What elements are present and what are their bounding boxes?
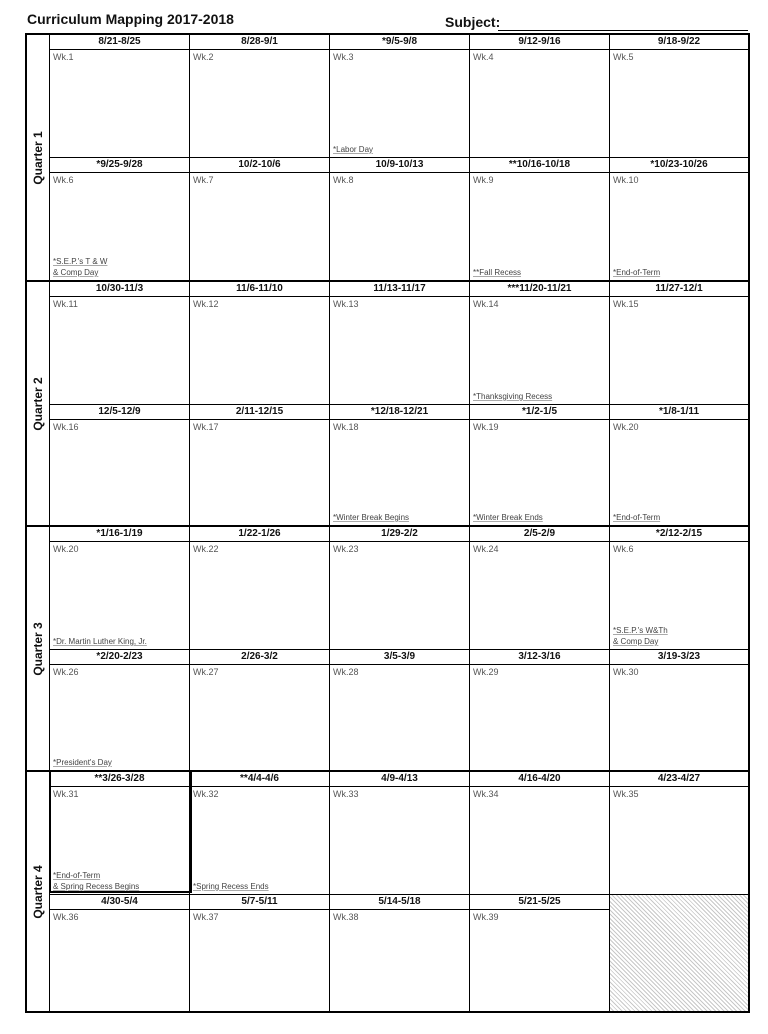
week-number: Wk.1 [53, 52, 74, 62]
week-date-range: 11/13-11/17 [330, 282, 469, 297]
week-number: Wk.3 [333, 52, 354, 62]
week-number: Wk.20 [53, 544, 79, 554]
week-date-range: 11/27-12/1 [610, 282, 748, 297]
week-date-range: 10/2-10/6 [190, 158, 329, 173]
event-note-line: *Dr. Martin Luther King, Jr. [53, 637, 147, 646]
quarter-label: Quarter 1 [31, 130, 45, 185]
event-note [333, 144, 373, 155]
week-cell[interactable] [610, 282, 748, 404]
week-date-range: 4/30-5/4 [50, 895, 189, 910]
week-cell[interactable] [190, 158, 330, 280]
week-number: Wk.39 [473, 912, 499, 922]
week-date-range: 2/26-3/2 [190, 650, 329, 665]
week-cell[interactable] [50, 158, 190, 280]
week-number: Wk.16 [53, 422, 79, 432]
event-note-line: & Comp Day [53, 268, 99, 277]
week-date-range: *2/12-2/15 [610, 527, 748, 542]
week-date-range: 2/11-12/15 [190, 405, 329, 420]
quarter-label-column [27, 772, 50, 1011]
week-number: Wk.35 [613, 789, 639, 799]
event-note-line: *End-of-Term [613, 513, 661, 522]
week-date-range: **4/4-4/6 [190, 772, 329, 787]
week-cell[interactable] [330, 35, 470, 157]
week-number: Wk.15 [613, 299, 639, 309]
week-cell[interactable] [190, 650, 330, 770]
week-number: Wk.10 [613, 175, 639, 185]
week-cell[interactable] [330, 650, 470, 770]
week-number: Wk.17 [193, 422, 219, 432]
week-cell[interactable] [610, 772, 748, 894]
quarter-label: Quarter 4 [31, 864, 45, 919]
week-date-range: *12/18-12/21 [330, 405, 469, 420]
week-cell[interactable] [610, 405, 748, 525]
week-cell[interactable] [50, 650, 190, 770]
week-number: Wk.2 [193, 52, 214, 62]
week-date-range: 8/28-9/1 [190, 35, 329, 50]
week-date-range: 3/5-3/9 [330, 650, 469, 665]
week-number: Wk.12 [193, 299, 219, 309]
week-date-range: *2/20-2/23 [50, 650, 189, 665]
quarter-2 [27, 280, 748, 525]
week-row [50, 404, 748, 525]
week-number: Wk.20 [613, 422, 639, 432]
week-date-range: 4/9-4/13 [330, 772, 469, 787]
quarter-3 [27, 525, 748, 770]
week-cell[interactable] [470, 405, 610, 525]
quarter-1 [27, 35, 748, 280]
event-note [193, 881, 269, 892]
week-date-range: 4/16-4/20 [470, 772, 609, 787]
event-note-line: *S.E.P.'s T & W [53, 257, 108, 266]
week-number: Wk.6 [613, 544, 634, 554]
week-cell[interactable] [610, 650, 748, 770]
week-cell[interactable] [470, 35, 610, 157]
event-note-line: & Comp Day [613, 637, 659, 646]
week-date-range: *1/16-1/19 [50, 527, 189, 542]
week-number: Wk.37 [193, 912, 219, 922]
week-cell[interactable] [330, 527, 470, 649]
event-note-line: & Spring Recess Begins [53, 882, 140, 891]
event-note-line: *S.E.P.'s W&Th [613, 626, 668, 635]
week-row [50, 772, 748, 894]
week-number: Wk.7 [193, 175, 214, 185]
week-cell[interactable] [470, 527, 610, 649]
week-number: Wk.27 [193, 667, 219, 677]
week-date-range: 5/21-5/25 [470, 895, 609, 910]
event-note [53, 870, 139, 892]
event-note [473, 391, 552, 402]
week-date-range: 3/19-3/23 [610, 650, 748, 665]
week-cell[interactable] [610, 35, 748, 157]
week-cell[interactable] [610, 527, 748, 649]
curriculum-grid [25, 33, 750, 1013]
week-cell[interactable] [330, 282, 470, 404]
week-date-range: *9/25-9/28 [50, 158, 189, 173]
week-number: Wk.36 [53, 912, 79, 922]
quarter-4 [27, 770, 748, 1011]
event-note [473, 512, 543, 523]
week-cell[interactable] [330, 405, 470, 525]
week-number: Wk.22 [193, 544, 219, 554]
week-date-range: 2/5-2/9 [470, 527, 609, 542]
week-date-range: 12/5-12/9 [50, 405, 189, 420]
week-number: Wk.26 [53, 667, 79, 677]
page-header [0, 0, 768, 32]
event-note-line: *Winter Break Begins [333, 513, 410, 522]
week-cell[interactable] [50, 527, 190, 649]
week-row [50, 35, 748, 157]
week-cell[interactable] [50, 772, 190, 894]
week-date-range: **3/26-3/28 [50, 772, 189, 787]
quarter-label-column [27, 35, 50, 280]
week-date-range: 9/18-9/22 [610, 35, 748, 50]
week-number: Wk.29 [473, 667, 499, 677]
week-number: Wk.19 [473, 422, 499, 432]
week-cell[interactable] [470, 895, 610, 1011]
subject-label: Subject: [445, 14, 501, 30]
week-date-range: *1/8-1/11 [610, 405, 748, 420]
week-row [50, 649, 748, 770]
event-note-line: *Spring Recess Ends [193, 882, 269, 891]
week-date-range: 4/23-4/27 [610, 772, 748, 787]
week-number: Wk.33 [333, 789, 359, 799]
quarter-label-column [27, 282, 50, 525]
week-date-range: 11/6-11/10 [190, 282, 329, 297]
week-number: Wk.9 [473, 175, 494, 185]
event-note [53, 757, 112, 768]
week-number: Wk.32 [193, 789, 219, 799]
week-date-range: **10/16-10/18 [470, 158, 609, 173]
quarter-label: Quarter 2 [31, 376, 45, 431]
week-number: Wk.34 [473, 789, 499, 799]
week-cell[interactable] [470, 282, 610, 404]
event-note-line: *End-of-Term [613, 268, 661, 277]
week-number: Wk.30 [613, 667, 639, 677]
week-date-range: *9/5-9/8 [330, 35, 469, 50]
week-cell[interactable] [50, 895, 190, 1011]
week-cell[interactable] [50, 282, 190, 404]
event-note-line: *End-of-Term [53, 871, 101, 880]
week-cell[interactable] [330, 772, 470, 894]
week-row [50, 894, 748, 1011]
week-number: Wk.31 [53, 789, 79, 799]
week-number: Wk.38 [333, 912, 359, 922]
week-cell[interactable] [610, 158, 748, 280]
week-number: Wk.6 [53, 175, 74, 185]
week-date-range: 3/12-3/16 [470, 650, 609, 665]
event-note [333, 512, 409, 523]
week-number: Wk.4 [473, 52, 494, 62]
week-cell[interactable] [50, 405, 190, 525]
hatched-empty-cell [610, 895, 748, 1011]
week-cell[interactable] [470, 158, 610, 280]
week-date-range: 9/12-9/16 [470, 35, 609, 50]
week-date-range: 8/21-8/25 [50, 35, 189, 50]
event-note-line: *Winter Break Ends [473, 513, 543, 522]
week-number: Wk.13 [333, 299, 359, 309]
quarter-label: Quarter 3 [31, 621, 45, 676]
subject-field[interactable] [498, 30, 748, 31]
week-number: Wk.18 [333, 422, 359, 432]
quarter-label-column [27, 527, 50, 770]
week-number: Wk.11 [53, 299, 78, 309]
event-note-line: *Labor Day [333, 145, 374, 154]
week-cell[interactable] [190, 405, 330, 525]
week-date-range: *1/2-1/5 [470, 405, 609, 420]
week-date-range: 1/29-2/2 [330, 527, 469, 542]
week-row [50, 157, 748, 280]
event-note [473, 267, 521, 278]
event-note-line: *Thanksgiving Recess [473, 392, 553, 401]
week-cell[interactable] [190, 527, 330, 649]
week-number: Wk.5 [613, 52, 634, 62]
event-note [613, 625, 668, 647]
event-note-line: *President's Day [53, 758, 112, 767]
week-cell[interactable] [470, 650, 610, 770]
week-number: Wk.14 [473, 299, 499, 309]
week-date-range: 10/9-10/13 [330, 158, 469, 173]
event-note [53, 256, 107, 278]
week-date-range: ***11/20-11/21 [470, 282, 609, 297]
event-note [613, 267, 660, 278]
week-number: Wk.24 [473, 544, 499, 554]
event-note [613, 512, 660, 523]
week-number: Wk.28 [333, 667, 359, 677]
week-cell[interactable] [330, 158, 470, 280]
week-cell[interactable] [330, 895, 470, 1011]
week-date-range: *10/23-10/26 [610, 158, 748, 173]
week-cell[interactable] [610, 895, 748, 1011]
event-note [53, 636, 147, 647]
week-cell[interactable] [190, 282, 330, 404]
week-row [50, 527, 748, 649]
week-cell[interactable] [190, 895, 330, 1011]
week-date-range: 10/30-11/3 [50, 282, 189, 297]
week-date-range: 5/7-5/11 [190, 895, 329, 910]
week-cell[interactable] [470, 772, 610, 894]
week-row [50, 282, 748, 404]
week-date-range: 5/14-5/18 [330, 895, 469, 910]
week-cell[interactable] [190, 772, 330, 894]
week-cell[interactable] [190, 35, 330, 157]
week-number: Wk.23 [333, 544, 359, 554]
week-cell[interactable] [50, 35, 190, 157]
document-title: Curriculum Mapping 2017-2018 [27, 11, 234, 27]
week-date-range: 1/22-1/26 [190, 527, 329, 542]
week-number: Wk.8 [333, 175, 354, 185]
event-note-line: **Fall Recess [473, 268, 522, 277]
